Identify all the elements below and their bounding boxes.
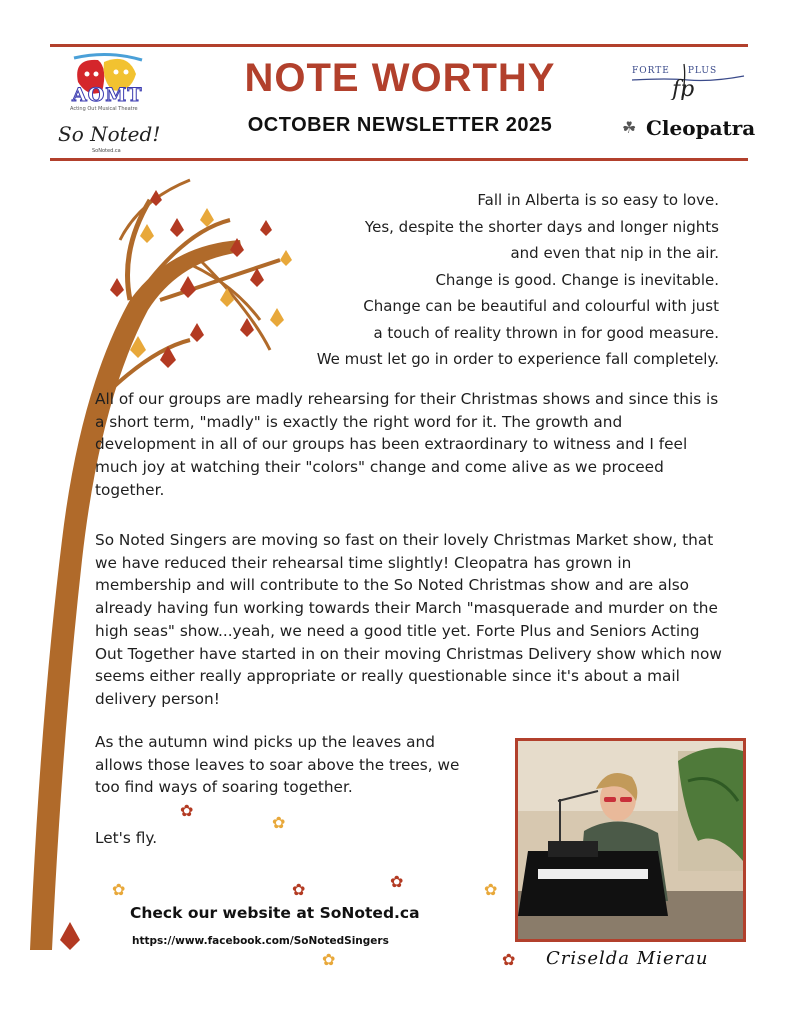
falling-leaf-icon: ✿ xyxy=(292,880,306,899)
falling-leaf-icon: ✿ xyxy=(322,950,336,969)
falling-leaf-icon: ✿ xyxy=(272,813,286,832)
svg-text:fp: fp xyxy=(672,77,695,100)
forte-plus-logo-text xyxy=(632,66,717,76)
aomt-logo-text: AOMT xyxy=(72,84,143,106)
poem-line: Change can be beautiful and colourful with just xyxy=(363,297,719,315)
facebook-link[interactable]: https://www.facebook.com/SoNotedSingers xyxy=(132,935,389,947)
body-paragraph-3: As the autumn wind picks up the leaves and allows those leaves to soar above the trees, we too find ways of soaring together. xyxy=(95,733,460,797)
director-photo xyxy=(515,738,746,942)
falling-leaf-icon: ✿ xyxy=(180,801,194,820)
sonoted-logo: So Noted! xyxy=(58,122,161,146)
piano-scene-illustration xyxy=(518,741,743,939)
website-link[interactable]: Check our website at SoNoted.ca xyxy=(130,904,420,922)
falling-leaf-icon: ✿ xyxy=(502,950,516,969)
aomt-logo-tagline: Acting Out Musical Theatre xyxy=(70,106,138,112)
cleopatra-logo: Cleopatra xyxy=(646,116,756,140)
body-paragraph-2: So Noted Singers are moving so fast on their lovely Christmas Market show, that we have reduced their rehearsal time slightly! Cleopatra has grown in membership and will contribute to the So Noted Christmas show and are also already having fun working towards their March "masquerade and murder on the high seas" show...yeah, we need a good title yet. Forte Plus and Seniors Acting Out Together have started in on their moving Christmas Delivery show which now seems either really appropriate or really questionable since it's about a mail delivery person! xyxy=(95,531,722,708)
opening-poem xyxy=(249,187,719,373)
falling-leaf-icon: ✿ xyxy=(484,880,498,899)
forte-plus-logo-mark xyxy=(628,58,748,100)
poem-line: a touch of reality thrown in for good measure. xyxy=(373,323,719,342)
header-top-rule xyxy=(50,44,748,47)
closing-line: Let's fly. xyxy=(95,829,158,847)
poem-line: and even that nip in the air. xyxy=(510,244,719,262)
newsletter-title: NOTE WORTHY xyxy=(244,56,556,100)
photo-caption: Criselda Mierau xyxy=(546,948,709,969)
body-paragraph-1: All of our groups are madly rehearsing for their Christmas shows and since this is a short term, "madly" is exactly the right word for it. The growth and development in all of our groups has been extraordinary to witness and I feel much joy at watching their "colors" change and come alive as we proceed together. xyxy=(95,390,719,499)
sonoted-logo-url: SoNoted.ca xyxy=(92,148,121,154)
poem-line: We must let go in order to experience fall completely. xyxy=(316,350,719,368)
falling-leaf-icon: ✿ xyxy=(390,872,404,891)
plus-label: PLUS xyxy=(687,66,718,76)
falling-leaf-icon: ✿ xyxy=(112,880,126,899)
poem-line: Fall in Alberta is so easy to love. xyxy=(477,191,719,209)
forte-label: FORTE xyxy=(632,66,670,76)
newsletter-subtitle: OCTOBER NEWSLETTER 2025 xyxy=(247,114,553,136)
cleopatra-icon: ☘ xyxy=(622,118,637,137)
poem-line: Change is good. Change is inevitable. xyxy=(435,270,719,289)
poem-line: Yes, despite the shorter days and longer nights xyxy=(364,217,719,236)
